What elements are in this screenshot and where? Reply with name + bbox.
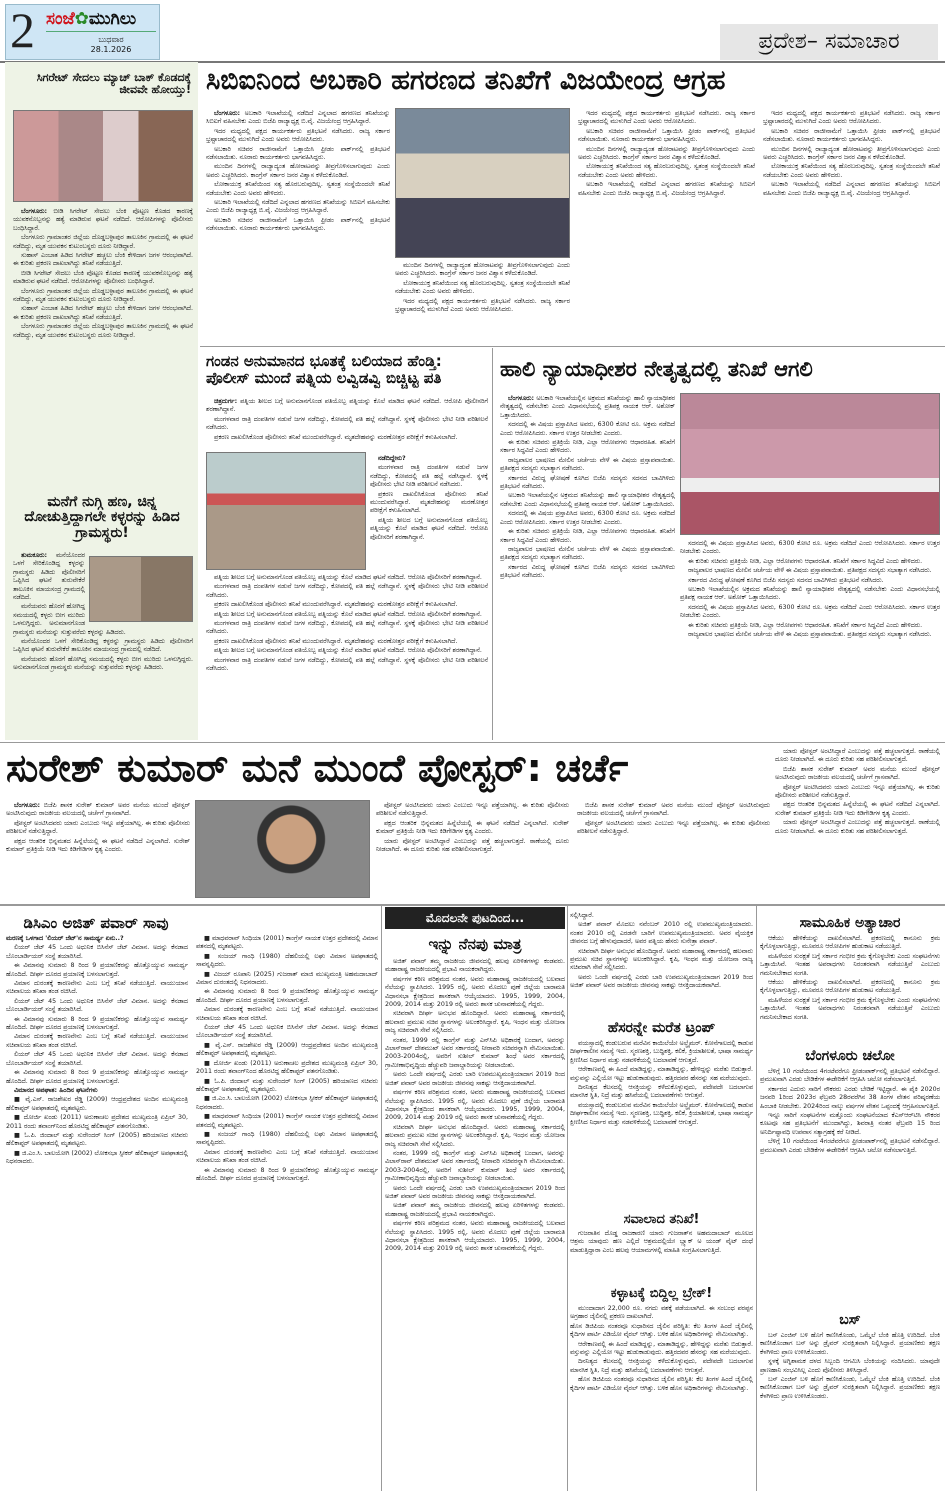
list-item: ■ ಓ.ಪಿ. ಜಿಂದಾಲ್ ಮತ್ತು ಸುರೇಂದರ್ ಸಿಂಗ್ (2005) ಹರಿಯಾಣದ ಸಚಿವರು ಹೆಲಿಕಾಪ್ಟರ್ ಅಪಘಾತದಲ್ಲಿ ಮೃತಪಟ್ಟರು. xyxy=(196,1077,378,1093)
list-item: ■ ವೈ.ಎಸ್. ರಾಜಶೇಖರ ರೆಡ್ಡಿ (2009) ಆಂಧ್ರಪ್ರದೇಶದ ಅಂದಿನ ಮುಖ್ಯಮಂತ್ರಿ ಹೆಲಿಕಾಪ್ಟರ್ ಅಪಘಾತದಲ್ಲಿ ಮೃತಪಟ್ಟರು. xyxy=(6,1096,188,1112)
paragraph: ಅಬಕಾರಿ ಇಲಾಖೆಯಲ್ಲಿ ನಡೆದಿದೆ ಎನ್ನಲಾದ ಹಗರಣದ ತನಿಖೆಯನ್ನು ಸಿಬಿಐಗೆ ವಹಿಸಬೇಕು ಎಂದು ಬಿಜೆಪಿ ರಾಜ್ಯಾಧ್ಯಕ್ಷ ಬಿ.ವೈ. ವಿಜಯೇಂದ್ರ ಆಗ್ರಹಿಸಿದ್ದಾರೆ. xyxy=(763,181,940,197)
assembly-photo xyxy=(680,393,940,535)
lead-headline: ಸಿಬಿಐನಿಂದ ಅಬಕಾರಿ ಹಗರಣದ ತನಿಖೆಗೆ ವಿಜಯೇಂದ್ರ ಆಗ್ರಹ xyxy=(206,65,726,96)
paragraph: ರಾಜ್ಯಪಾಲರ ಭಾಷಣದ ಮೇಲಿನ ಚರ್ಚೆಯ ವೇಳೆ ಈ ವಿಷಯ ಪ್ರಸ್ತಾಪವಾಯಿತು. ಪ್ರತಿಪಕ್ಷದ ಸದಸ್ಯರು ಸಭಾತ್ಯಾಗ ನಡೆಸಿದರು. xyxy=(500,545,675,562)
paragraph: ಪ್ರಕರಣ ದಾಖಲಿಸಿಕೊಂಡ ಪೊಲೀಸರು ತನಿಖೆ ಮುಂದುವರೆಸಿದ್ದಾರೆ. ಮೃತದೇಹವನ್ನು ಮರಣೋತ್ತರ ಪರೀಕ್ಷೆಗೆ ಕಳುಹಿಸಲಾಗಿದೆ. xyxy=(370,490,488,515)
probe-body xyxy=(570,1230,753,1282)
suresh-side-col xyxy=(775,748,940,900)
paragraph: ಅವರು ಒಂದೇ ವರ್ಷದಲ್ಲಿ ಎರಡು ಬಾರಿ ಉಪಮುಖ್ಯಮಂತ್ರಿಯಾದಾಗ 2019 ರಿಂದ ಅಜಿತ್ ಪವಾರ್ ಅವರ ರಾಜಕೀಯ ಜೀವನವು ಸಾಕಷ್ಟು ಆಸಕ್ತಿದಾಯಕವಾಗಿದೆ. xyxy=(570,973,753,990)
paragraph: ಬೀಡಿ ಸಿಗರೇಟ್ ಸೇದಲು ಬೆಂಕಿ ಪೊಟ್ಟಣ ಕೊಡದ ಕಾರಣಕ್ಕೆ ಯುವಕನೊಬ್ಬನನ್ನು ಹತ್ಯೆ ಮಾಡಿರುವ ಘಟನೆ ನಡೆದಿದೆ. ಆರೋಪಿಗಳನ್ನು ಪೊಲೀಸರು ಬಂಧಿಸಿದ್ದಾರೆ. xyxy=(13,208,193,232)
paragraph: ಅಬಕಾರಿ ಸಚಿವರ ರಾಜೀನಾಮೆಗೆ ಒತ್ತಾಯಿಸಿ ಫ್ರೀಡಂ ಪಾರ್ಕ್‌ನಲ್ಲಿ ಪ್ರತಿಭಟನೆ ನಡೆಸಲಾಯಿತು. ನೂರಾರು ಕಾರ್ಯಕರ್ತರು ಭಾಗವಹಿಸಿದ್ದರು. xyxy=(206,216,390,233)
paragraph: ಆರೇಕಾಣವಲ್ಲಿ ಈ ಹಿಂದೆ ಮಾಡಿದ್ದನ್ನು, ಮಾತಾಡಿದ್ದನ್ನು, ಹೇಳಿದ್ದನ್ನು ಮರೆತು ಬಿಡುತ್ತಾರೆ. ವಸ್ತುವನ್ನು ಎಲ್ಲಿಯೋ ಇಟ್ಟು ಹುಡುಕಾಡುವುದು. ಹತ್ತಿರದವರ ಹೆಸರನ್ನು ಸಹ ಮರೆಯುವುದು. xyxy=(570,1340,753,1357)
memory-headline: ಇನ್ನು ನೆನಪು ಮಾತ್ರ xyxy=(428,935,522,953)
paragraph: ಮಹಿಳೆಯರ ಸುರಕ್ಷತೆ ಬಗ್ಗೆ ಸರ್ಕಾರ ಗಂಭೀರ ಕ್ರಮ ಕೈಗೊಳ್ಳಬೇಕು ಎಂದು ಸಂಘಟನೆಗಳು ಒತ್ತಾಯಿಸಿವೆ. ಇಂತಹ ಅಪರಾಧಗಳು ನಿರಂತರವಾಗಿ ನಡೆಯುತ್ತಿವೆ ಎಂಬುದು ಗಮನಿಸಬೇಕಾದ ಸಂಗತಿ. xyxy=(760,996,940,1021)
paragraph: ಅಜಿತ್ ಪವಾರ್ ಮೊದಲು ನವೆಂಬರ್ 2010 ರಲ್ಲಿ ಉಪಮುಖ್ಯಮಂತ್ರಿಯಾದರು. ನಂತರ 2010 ರಲ್ಲಿ ಎರಡನೇ ಬಾರಿಗೆ ಉಪಮುಖ್ಯಮಂತ್ರಿಯಾದರು. ಅವರ ವೈಯಕ್ತಿಕ ಜೀವನದ ಬಗ್ಗೆ ಹೇಳುವುದಾದರೆ, ಅವರ ಪತ್ನಿಯ ಹೆಸರು ಸುನೇತ್ರಾ ಪವಾರ್. xyxy=(570,921,753,946)
list-item: ■ ಮಾಧವರಾವ್ ಸಿಂಧಿಯಾ (2001) ಕಾಂಗ್ರೆಸ್ ನಾಯಕ ಉತ್ತರ ಪ್ರದೇಶದಲ್ಲಿ ವಿಮಾನ ಪತನದಲ್ಲಿ ಮೃತಪಟ್ಟರು. xyxy=(196,1113,378,1129)
paragraph: ಈ ವಿಮಾನವು ಸುಮಾರು 8 ರಿಂದ 9 ಪ್ರಯಾಣಿಕರನ್ನು ಹೊತ್ತೊಯ್ಯುವ ಸಾಮರ್ಥ್ಯ ಹೊಂದಿದೆ. ದೀರ್ಘ ದೂರದ ಪ್ರಯಾಣಕ್ಕೆ ಬಳಸಲಾಗುತ್ತದೆ. xyxy=(6,962,188,978)
kicker: ಮರಣಕ್ಕೆ ಒಳಗಾದ 'ಲಿಯರ್ ಜೆಟ್'ನ ಸಾಮರ್ಥ್ಯ ಏನು..? xyxy=(6,935,124,942)
ajit-body xyxy=(6,935,378,1485)
section-title: ಪ್ರದೇಶ– ಸಮಾಚಾರ xyxy=(720,24,938,60)
paragraph: ಅಬಕಾರಿ ಸಚಿವರ ರಾಜೀನಾಮೆಗೆ ಒತ್ತಾಯಿಸಿ ಫ್ರೀಡಂ ಪಾರ್ಕ್‌ನಲ್ಲಿ ಪ್ರತಿಭಟನೆ ನಡೆಸಲಾಯಿತು. ನೂರಾರು ಕಾರ್ಯಕರ್ತರು ಭಾಗವಹಿಸಿದ್ದರು. xyxy=(578,127,755,144)
suresh-kumar-photo xyxy=(195,800,370,898)
list-item: ■ ಸಂಜಯ್ ಗಾಂಧಿ (1980) ದೆಹಲಿಯಲ್ಲಿ ಲಘು ವಿಮಾನ ಅಪಘಾತದಲ್ಲಿ ಸಾವನ್ನಪ್ಪಿದರು. xyxy=(196,952,378,969)
paragraph: ಲಿಯರ್ ಜೆಟ್ 45 ಒಂದು ಅಧುನಿಕ ಬಿಸಿನೆಸ್ ಜೆಟ್ ವಿಮಾನ. ಅದನ್ನು ಕೆನಡಾದ ಬೊಂಬಾರ್ಡಿಯರ್ ಸಂಸ್ಥೆ ತಯಾರಿಸಿದೆ. xyxy=(6,944,188,960)
paragraph: ಅಬಕಾರಿ ಇಲಾಖೆಯಲ್ಲಿ ನಡೆದಿದೆ ಎನ್ನಲಾದ ಹಗರಣದ ತನಿಖೆಯನ್ನು ಸಿಬಿಐಗೆ ವಹಿಸಬೇಕು ಎಂದು ಬಿಜೆಪಿ ರಾಜ್ಯಾಧ್ಯಕ್ಷ ಬಿ.ವೈ. ವಿಜಯೇಂದ್ರ ಆಗ್ರಹಿಸಿದ್ದಾರೆ. xyxy=(206,199,390,215)
paragraph: ಪತ್ನಿಯ ಶೀಲದ ಬಗ್ಗೆ ಅನುಮಾನಗೊಂಡ ಪತಿಯೊಬ್ಬ ಪತ್ನಿಯನ್ನು ಕೊಲೆ ಮಾಡಿದ ಘಟನೆ ನಡೆದಿದೆ. ಆರೋಪಿ ಪೊಲೀಸರಿಗೆ ಶರಣಾಗಿದ್ದಾನೆ. xyxy=(206,398,488,414)
paragraph: ಈ ಕುರಿತು ಸಚಿವರು ಪ್ರತಿಕ್ರಿಯೆ ನೀಡಿ, ಎಲ್ಲಾ ಆರೋಪಗಳು ಆಧಾರರಹಿತ. ತನಿಖೆಗೆ ಸರ್ಕಾರ ಸಿದ್ಧವಿದೆ ಎಂದು ಹೇಳಿದರು. xyxy=(688,621,923,629)
memory-body xyxy=(385,958,565,1488)
paragraph: ಗುಜರಾತಿನ ದೊಡ್ಡ ರಾಜಕಾರಣಿ ಯಾರು ಗುಜರಾತ್‌ನ ಅಹಮದಾಬಾದ್ ಮೂಲದ ಆಶ್ರಮ ಯಾವುದು ಹಣ ಎಲ್ಲಿದೆ ಆಶ್ರಮದಲ್ಲಿಯೇ ಬ್ಲ್ಯಾಕ್ ಅ ಯಂಡ್ ವೈಟ್ ದಂಧೆ ಮಾಡುತ್ತಿದ್ದಾರಾ ಎಂಬ ಹಲವು ಆಯಾಮಗಳಲ್ಲಿ ಮಾಹಿತಿ ಸಂಗ್ರಹಿಸಲಾಗುತ್ತಿದೆ. xyxy=(570,1230,753,1254)
list-item: ■ ಓ.ಪಿ. ಜಿಂದಾಲ್ ಮತ್ತು ಸುರೇಂದರ್ ಸಿಂಗ್ (2005) ಹರಿಯಾಣದ ಸಚಿವರು ಹೆಲಿಕಾಪ್ಟರ್ ಅಪಘಾತದಲ್ಲಿ ಮೃತಪಟ್ಟರು. xyxy=(6,1131,188,1148)
paragraph: ಅಬಕಾರಿ ಸಚಿವರ ರಾಜೀನಾಮೆಗೆ ಒತ್ತಾಯಿಸಿ ಫ್ರೀಡಂ ಪಾರ್ಕ್‌ನಲ್ಲಿ ಪ್ರತಿಭಟನೆ ನಡೆಸಲಾಯಿತು. ನೂರಾರು ಕಾರ್ಯಕರ್ತರು ಭಾಗವಹಿಸಿದ್ದರು. xyxy=(206,145,390,162)
paragraph: ಪತ್ನಿಯ ಶೀಲದ ಬಗ್ಗೆ ಅನುಮಾನಗೊಂಡ ಪತಿಯೊಬ್ಬ ಪತ್ನಿಯನ್ನು ಕೊಲೆ ಮಾಡಿದ ಘಟನೆ ನಡೆದಿದೆ. ಆರೋಪಿ ಪೊಲೀಸರಿಗೆ ಶರಣಾಗಿದ್ದಾನೆ. xyxy=(370,516,488,541)
paragraph: ಹೊಸ ಡಿಜಿಪಿಯ ನಂತರವೂ ಸುಧಾರಿಸದ ಜೈಲಿನ ಪರಿಸ್ಥಿತಿ: ಕೆಲ ತಿಂಗಳ ಹಿಂದೆ ಜೈಲಿನಲ್ಲಿ ಕೈದಿಗಳ ಪಾರ್ಟಿ ವಿಡಿಯೋ ವೈರಲ್ ಆಗಿತ್ತು. ಬಳಿಕ ಹೊಸ ಅಧಿಕಾರಿಗಳನ್ನು ನೇಮಿಸಲಾಗಿತ್ತು. xyxy=(570,1376,753,1392)
paragraph: ರಾಜ್ಯಪಾಲರ ಭಾಷಣದ ಮೇಲಿನ ಚರ್ಚೆಯ ವೇಳೆ ಈ ವಿಷಯ ಪ್ರಸ್ತಾಪವಾಯಿತು. ಪ್ರತಿಪಕ್ಷದ ಸದಸ್ಯರು ಸಭಾತ್ಯಾಗ ನಡೆಸಿದರು. xyxy=(500,456,675,473)
paragraph: ಬೆಂಗಳೂರು ಗ್ರಾಮಾಂತರ ಜಿಲ್ಲೆಯ ದೊಡ್ಡಬಳ್ಳಾಪುರ ತಾಲೂಕಿನ ಗ್ರಾಮದಲ್ಲಿ ಈ ಘಟನೆ ನಡೆದಿದ್ದು, ಮೃತ ಯುವಕನ ಕುಟುಂಬಸ್ಥರು ದೂರು ನೀಡಿದ್ದಾರೆ. xyxy=(13,287,193,304)
paragraph: ನಂತರ, 1999 ರಲ್ಲಿ ಕಾಂಗ್ರೆಸ್ ಮತ್ತು ಎನ್‌ಸಿಪಿ ಅಧಿಕಾರಕ್ಕೆ ಬಂದಾಗ, ಅವರನ್ನು ವಿಲಾಸ್‌ರಾವ್ ದೇಶಮುಖ್ ಅವರ ಸರ್ಕಾರದಲ್ಲಿ ನೀರಾವರಿ ಸಚಿವರನ್ನಾಗಿ ನೇಮಿಸಲಾಯಿತು. 2003-2004ರಲ್ಲಿ, ಅವರಿಗೆ ಸುಶೀಲ್ ಕುಮಾರ್ ಶಿಂಧೆ ಅವರ ಸರ್ಕಾರದಲ್ಲಿ ಗ್ರಾಮೀಣಾಭಿವೃದ್ಧಿಯ ಹೆಚ್ಚುವರಿ ಜವಾಬ್ದಾರಿಯನ್ನು ನೀಡಲಾಯಿತು. xyxy=(385,1036,565,1069)
list-item: ■ ವೈ.ಎಸ್. ರಾಜಶೇಖರ ರೆಡ್ಡಿ (2009) ಆಂಧ್ರಪ್ರದೇಶದ ಅಂದಿನ ಮುಖ್ಯಮಂತ್ರಿ ಹೆಲಿಕಾಪ್ಟರ್ ಅಪಘಾತದಲ್ಲಿ ಮೃತಪಟ್ಟರು. xyxy=(196,1041,378,1058)
paragraph: ಅಬಕಾರಿ ಇಲಾಖೆಯಲ್ಲಿನ ಅಕ್ರಮದ ತನಿಖೆಯನ್ನು ಹಾಲಿ ನ್ಯಾಯಾಧೀಶರ ನೇತೃತ್ವದಲ್ಲಿ ನಡೆಸಬೇಕು ಎಂದು ವಿಧಾನಸಭೆಯಲ್ಲಿ ಪ್ರತಿಪಕ್ಷ ನಾಯಕ ಆರ್. ಅಶೋಕ್ ಒತ್ತಾಯಿಸಿದರು. xyxy=(500,492,675,508)
paragraph: ಪಕ್ಷದ ಆಂತರಿಕ ಭಿನ್ನಮತದ ಹಿನ್ನೆಲೆಯಲ್ಲಿ ಈ ಘಟನೆ ನಡೆದಿದೆ ಎನ್ನಲಾಗಿದೆ. ಸುರೇಶ್ ಕುಮಾರ್ ಪ್ರತಿಕ್ರಿಯೆ ನೀಡಿ ಇದು ಕಿಡಿಗೇಡಿಗಳ ಕೃತ್ಯ ಎಂದರು. xyxy=(376,819,569,836)
suresh-body-col2 xyxy=(376,802,770,898)
paragraph: ಈ ಕುರಿತು ಸಚಿವರು ಪ್ರತಿಕ್ರಿಯೆ ನೀಡಿ, ಎಲ್ಲಾ ಆರೋಪಗಳು ಆಧಾರರಹಿತ. ತನಿಖೆಗೆ ಸರ್ಕಾರ ಸಿದ್ಧವಿದೆ ಎಂದು ಹೇಳಿದರು. xyxy=(688,557,923,565)
paragraph: ಪಕ್ಷದ ಆಂತರಿಕ ಭಿನ್ನಮತದ ಹಿನ್ನೆಲೆಯಲ್ಲಿ ಈ ಘಟನೆ ನಡೆದಿದೆ ಎನ್ನಲಾಗಿದೆ. ಸುರೇಶ್ ಕುಮಾರ್ ಪ್ರತಿಕ್ರಿಯೆ ನೀಡಿ ಇದು ಕಿಡಿಗೇಡಿಗಳ ಕೃತ್ಯ ಎಂದರು. xyxy=(6,837,190,854)
wife-story-body xyxy=(206,574,488,738)
paragraph: ಮಂಗಳವಾರ ರಾತ್ರಿ ದಂಪತಿಗಳ ನಡುವೆ ಜಗಳ ನಡೆದಿದ್ದು, ಕೋಪದಲ್ಲಿ ಪತಿ ಹಲ್ಲೆ ನಡೆಸಿದ್ದಾನೆ. ಸ್ಥಳಕ್ಕೆ ಪೊಲೀಸರು ಭೇಟಿ ನೀಡಿ ಪರಿಶೀಲನೆ ನಡೆಸಿದರು. xyxy=(206,583,488,599)
paragraph: ಸುಹಾಸ್ ಎಂಬಾತ ಹಿಡಿದ ಸಿಗರೇಟ್ ಹಚ್ಚಲು ಬೆಂಕಿ ಕೇಳಿದಾಗ ಜಗಳ ಆರಂಭವಾಗಿದೆ. ಈ ಕುರಿತು ಪ್ರಕರಣ ದಾಖಲಾಗಿದ್ದು ತನಿಖೆ ನಡೆಯುತ್ತಿದೆ. xyxy=(13,305,193,321)
paragraph: ಮನೆಯೊಂದರ ಒಳಗೆ ಸೇರಿಕೊಂಡಿದ್ದ ಕಳ್ಳರನ್ನು ಗ್ರಾಮಸ್ಥರು ಹಿಡಿದು ಪೊಲೀಸರಿಗೆ ಒಪ್ಪಿಸಿದ ಘಟನೆ ತುರುವೇಕೆರೆ ತಾಲೂಕಿನ ಮಾಯಸಂದ್ರ ಗ್ರಾಮದಲ್ಲಿ ನಡೆದಿದೆ. xyxy=(13,638,193,654)
paragraph: ಇದರ ಮಧ್ಯದಲ್ಲಿ ಪಕ್ಷದ ಕಾರ್ಯಕರ್ತರು ಪ್ರತಿಭಟನೆ ನಡೆಸಿದರು. ರಾಜ್ಯ ಸರ್ಕಾರ ಭ್ರಷ್ಟಾಚಾರದಲ್ಲಿ ಮುಳುಗಿದೆ ಎಂದು ಅವರು ಆರೋಪಿಸಿದರು. xyxy=(578,110,755,126)
continued-banner: ಮೊದಲನೇ ಪುಟದಿಂದ... xyxy=(385,907,565,929)
paragraph: ಈ ಕುರಿತು ಸಚಿವರು ಪ್ರತಿಕ್ರಿಯೆ ನೀಡಿ, ಎಲ್ಲಾ ಆರೋಪಗಳು ಆಧಾರರಹಿತ. ತನಿಖೆಗೆ ಸರ್ಕಾರ ಸಿದ್ಧವಿದೆ ಎಂದು ಹೇಳಿದರು. xyxy=(500,439,675,455)
paragraph: ಈ ಕುರಿತು ಸಚಿವರು ಪ್ರತಿಕ್ರಿಯೆ ನೀಡಿ, ಎಲ್ಲಾ ಆರೋಪಗಳು ಆಧಾರರಹಿತ. ತನಿಖೆಗೆ ಸರ್ಕಾರ ಸಿದ್ಧವಿದೆ ಎಂದು ಹೇಳಿದರು. xyxy=(500,528,675,544)
list-item: ■ ದೋರ್ಜಿ ಖಂಡು (2011) ಅರುಣಾಚಲ ಪ್ರದೇಶದ ಮುಖ್ಯಮಂತ್ರಿ ಏಪ್ರಿಲ್ 30, 2011 ರಂದು ತವಾಂಗ್‌ನಿಂದ ಹೊರಟಿದ್ದ ಹೆಲಿಕಾಪ್ಟರ್ ಪತನಗೊಂಡಿತು. xyxy=(196,1059,378,1076)
paragraph: ಪ್ರಕರಣ ದಾಖಲಿಸಿಕೊಂಡ ಪೊಲೀಸರು ತನಿಖೆ ಮುಂದುವರೆಸಿದ್ದಾರೆ. ಮೃತದೇಹವನ್ನು ಮರಣೋತ್ತರ ಪರೀಕ್ಷೆಗೆ ಕಳುಹಿಸಲಾಗಿದೆ. xyxy=(214,601,458,609)
sidebar xyxy=(5,62,198,740)
paragraph: ಮುಂದಾದಾಗ 22,000 ರೂ. ನಗದು ವಶಕ್ಕೆ ಪಡೆಯಲಾಗಿದೆ. ಈ ಸಂಬಂಧ ಪರಪ್ಪನ ಅಗ್ರಹಾರ ಜೈಲಿನಲ್ಲಿ ಪ್ರಕರಣ ದಾಖಲಾಗಿದೆ. xyxy=(570,1305,753,1321)
paragraph: ಲೋಕಾಯುಕ್ತ ತನಿಖೆಯಿಂದ ಸತ್ಯ ಹೊರಬರುವುದಿಲ್ಲ. ಸ್ವತಂತ್ರ ಸಂಸ್ಥೆಯಿಂದಲೇ ತನಿಖೆ ನಡೆಯಬೇಕು ಎಂದು ಅವರು ಹೇಳಿದರು. xyxy=(395,279,570,296)
chalo-headline: ಬೆಂಗಳೂರು ಚಲೋ xyxy=(805,1048,895,1064)
paragraph: ನಂತರ, 1999 ರಲ್ಲಿ ಕಾಂಗ್ರೆಸ್ ಮತ್ತು ಎನ್‌ಸಿಪಿ ಅಧಿಕಾರಕ್ಕೆ ಬಂದಾಗ, ಅವರನ್ನು ವಿಲಾಸ್‌ರಾವ್ ದೇಶಮುಖ್ ಅವರ ಸರ್ಕಾರದಲ್ಲಿ ನೀರಾವರಿ ಸಚಿವರನ್ನಾಗಿ ನೇಮಿಸಲಾಯಿತು. 2003-2004ರಲ್ಲಿ, ಅವರಿಗೆ ಸುಶೀಲ್ ಕುಮಾರ್ ಶಿಂಧೆ ಅವರ ಸರ್ಕಾರದಲ್ಲಿ ಗ್ರಾಮೀಣಾಭಿವೃದ್ಧಿಯ ಹೆಚ್ಚುವರಿ ಜವಾಬ್ದಾರಿಯನ್ನು ನೀಡಲಾಯಿತು. xyxy=(385,1149,565,1183)
paragraph: ಮಂಗಳವಾರ ರಾತ್ರಿ ದಂಪತಿಗಳ ನಡುವೆ ಜಗಳ ನಡೆದಿದ್ದು, ಕೋಪದಲ್ಲಿ ಪತಿ ಹಲ್ಲೆ ನಡೆಸಿದ್ದಾನೆ. ಸ್ಥಳಕ್ಕೆ ಪೊಲೀಸರು ಭೇಟಿ ನೀಡಿ ಪರಿಶೀಲನೆ ನಡೆಸಿದರು. xyxy=(370,464,488,489)
subheading: ವಿಮಾನದ ಅಪಘಾತ: ಹಿಂದಿನ ಘಟನೆಗಳು xyxy=(14,1086,98,1094)
thieves-photo xyxy=(89,556,193,622)
suresh-headline: ಸುರೇಶ್ ಕುಮಾರ್ ಮನೆ ಮುಂದೆ ಪೋಸ್ಟರ್: ಚರ್ಚೆ xyxy=(6,746,629,790)
wife-story-headline: ಗಂಡನ ಅನುಮಾನದ ಭೂತಕ್ಕೆ ಬಲಿಯಾದ ಹೆಂಡ್ತಿ: ಪೊಲೀಸ್ ಮುಂದೆ ಪತ್ನಿಯ ಲವ್ವಿಡವ್ವಿ ಬಿಚ್ಚಿಟ್ಟ ಪತಿ xyxy=(206,352,442,387)
paragraph: ಇದರ ಮಧ್ಯದಲ್ಲಿ ಪಕ್ಷದ ಕಾರ್ಯಕರ್ತರು ಪ್ರತಿಭಟನೆ ನಡೆಸಿದರು. ರಾಜ್ಯ ಸರ್ಕಾರ ಭ್ರಷ್ಟಾಚಾರದಲ್ಲಿ ಮುಳುಗಿದೆ ಎಂದು ಅವರು ಆರೋಪಿಸಿದರು. xyxy=(206,127,390,144)
paragraph: ಸದನದಲ್ಲಿ ಈ ವಿಷಯ ಪ್ರಸ್ತಾಪಿಸಿದ ಅವರು, 6300 ಕೋಟಿ ರೂ. ಅಕ್ರಮ ನಡೆದಿದೆ ಎಂದು ಆರೋಪಿಸಿದರು. ಸರ್ಕಾರ ಉತ್ತರ ನೀಡಬೇಕು ಎಂದರು. xyxy=(680,603,940,620)
trump-body xyxy=(570,1040,753,1210)
lead-body-col3 xyxy=(578,110,940,342)
logo-part1: ಸಂಜೆ xyxy=(46,9,75,29)
paragraph: ಸರ್ಕಾರದ ವಿರುದ್ಧ ಘೋಷಣೆ ಕೂಗಿದ ಬಿಜೆಪಿ ಸದಸ್ಯರು ಸದನದ ಬಾವಿಗಿಳಿದು ಪ್ರತಿಭಟನೆ ನಡೆಸಿದರು. xyxy=(688,576,884,584)
trump-headline: ಹೆಸರನ್ನೇ ಮರೆತ ಟ್ರಂಪ್ xyxy=(607,1020,716,1036)
judge-story-col2 xyxy=(680,540,940,740)
brake-headline: ಕಳ್ಳಾಟಕ್ಕೆ ಬಿದ್ದಿಲ್ಲ ಬ್ರೇಕ್! xyxy=(610,1286,713,1301)
lead-body-col2 xyxy=(395,262,570,342)
paragraph: ಈ ವಿಮಾನವು ಸುಮಾರು 8 ರಿಂದ 9 ಪ್ರಯಾಣಿಕರನ್ನು ಹೊತ್ತೊಯ್ಯುವ ಸಾಮರ್ಥ್ಯ ಹೊಂದಿದೆ. ದೀರ್ಘ ದೂರದ ಪ್ರಯಾಣಕ್ಕೆ ಬಳಸಲಾಗುತ್ತದೆ. xyxy=(6,1015,188,1032)
palm-icon: ✿ xyxy=(74,9,89,29)
paragraph: ಯಾರು ಪೋಸ್ಟರ್ ಅಂಟಿಸಿದ್ದಾರೆ ಎಂಬುದನ್ನು ಪತ್ತೆ ಹಚ್ಚಲಾಗುತ್ತದೆ. ಠಾಣೆಯಲ್ಲಿ ದೂರು ನೀಡಲಾಗಿದೆ. ಈ ದೂರು ಕುರಿತು ಸಹ ಪರಿಶೀಲಿಸಲಾಗುತ್ತದೆ. xyxy=(376,837,569,854)
paragraph: ಮಂಗಳವಾರ ರಾತ್ರಿ ದಂಪತಿಗಳ ನಡುವೆ ಜಗಳ ನಡೆದಿದ್ದು, ಕೋಪದಲ್ಲಿ ಪತಿ ಹಲ್ಲೆ ನಡೆಸಿದ್ದಾನೆ. ಸ್ಥಳಕ್ಕೆ ಪೊಲೀಸರು ಭೇಟಿ ನೀಡಿ ಪರಿಶೀಲನೆ ನಡೆಸಿದರು. xyxy=(206,620,488,636)
paragraph: ಆಕೆಯು ಹೇಳಿಕೆಯನ್ನು ದಾಖಲಿಸಲಾಗಿದೆ. ಪ್ರಕರಣದಲ್ಲಿ ಕಾನೂನು ಕ್ರಮ ಕೈಗೊಳ್ಳಲಾಗುತ್ತಿದ್ದು, ಮೂವರೂ ಆರೋಪಿಗಳ ಹುಡುಕಾಟ ನಡೆಯುತ್ತಿದೆ. xyxy=(760,979,940,995)
paragraph: ವಯಸ್ಸಾದಲ್ಲಿ ಕಂಡುಬರುವ ಮರೆವಿನ ಕಾಯಿಲೆಯೇ ಅಲ್ಜೈಮರ್. ಕೋನೆಗಾಲದಲ್ಲಿ ಕಾಡುವ ದೀರ್ಘಕಾಲೀನ ಸಮಸ್ಯೆ ಇದು. ಸ್ಮರಣಶಕ್ತಿ, ಬುದ್ಧಿಶಕ್ತಿ, ಕಲಿಕೆ, ಕ್ರಿಯಾಶೀಲತೆ, ಭಾಷಾ ಸಾಮರ್ಥ್ಯ ಕ್ಷೀಣಿಸಿದ ನಿರ್ಧಾರ ಮತ್ತು ನಡವಳಿಕೆಯಲ್ಲಿ ಬದಲಾವಣೆ ಆಗುತ್ತದೆ. xyxy=(570,1101,753,1126)
paragraph: ಬಿಜೆಪಿ ಶಾಸಕ ಸುರೇಶ್ ಕುಮಾರ್ ಅವರ ಮನೆಯ ಮುಂದೆ ಪೋಸ್ಟರ್ ಅಂಟಿಸಿರುವುದು ರಾಜಕೀಯ ವಲಯದಲ್ಲಿ ಚರ್ಚೆಗೆ ಗ್ರಾಸವಾಗಿದೆ. xyxy=(6,802,190,818)
paragraph: ಯಾರು ಪೋಸ್ಟರ್ ಅಂಟಿಸಿದ್ದಾರೆ ಎಂಬುದನ್ನು ಪತ್ತೆ ಹಚ್ಚಲಾಗುತ್ತದೆ. ಠಾಣೆಯಲ್ಲಿ ದೂರು ನೀಡಲಾಗಿದೆ. ಈ ದೂರು ಕುರಿತು ಸಹ ಪರಿಶೀಲಿಸಲಾಗುತ್ತದೆ. xyxy=(775,748,940,764)
paragraph: ಈ ವಿಮಾನವು ಸುಮಾರು 8 ರಿಂದ 9 ಪ್ರಯಾಣಿಕರನ್ನು ಹೊತ್ತೊಯ್ಯುವ ಸಾಮರ್ಥ್ಯ ಹೊಂದಿದೆ. ದೀರ್ಘ ದೂರದ ಪ್ರಯಾಣಕ್ಕೆ ಬಳಸಲಾಗುತ್ತದೆ. xyxy=(196,988,378,1004)
paragraph: ದಿನನಿತ್ಯದ ಕೆಲಸದಲ್ಲಿ ಆಸಕ್ತಿಯನ್ನು ಕಳೆದುಕೊಳ್ಳುವುದು, ಪದೇಪದೇ ಬದಲಾಗುವ ಮಾನಸಿಕ ಸ್ಥಿತಿ, ನಿದ್ರೆ ಮತ್ತು ಹಸಿವೆಯಲ್ಲಿ ಬದಲಾವಣೆಗಳು ಆಗುತ್ತವೆ. xyxy=(570,1358,753,1374)
paragraph: ಅಬಕಾರಿ ಇಲಾಖೆಯಲ್ಲಿ ನಡೆದಿದೆ ಎನ್ನಲಾದ ಹಗರಣದ ತನಿಖೆಯನ್ನು ಸಿಬಿಐಗೆ ವಹಿಸಬೇಕು ಎಂದು ಬಿಜೆಪಿ ರಾಜ್ಯಾಧ್ಯಕ್ಷ ಬಿ.ವೈ. ವಿಜಯೇಂದ್ರ ಆಗ್ರಹಿಸಿದ್ದಾರೆ. xyxy=(206,110,390,126)
date-label: 28.1.2026 xyxy=(90,45,132,54)
paragraph: ಲಿಯರ್ ಜೆಟ್ 45 ಒಂದು ಅಧುನಿಕ ಬಿಸಿನೆಸ್ ಜೆಟ್ ವಿಮಾನ. ಅದನ್ನು ಕೆನಡಾದ ಬೊಂಬಾರ್ಡಿಯರ್ ಸಂಸ್ಥೆ ತಯಾರಿಸಿದೆ. xyxy=(6,997,188,1014)
paragraph: ಪ್ರಕರಣ ದಾಖಲಿಸಿಕೊಂಡ ಪೊಲೀಸರು ತನಿಖೆ ಮುಂದುವರೆಸಿದ್ದಾರೆ. ಮೃತದೇಹವನ್ನು ಮರಣೋತ್ತರ ಪರೀಕ್ಷೆಗೆ ಕಳುಹಿಸಲಾಗಿದೆ. xyxy=(214,637,458,645)
paragraph: ಸಚಿವರಾಗಿ ದೀರ್ಘ ಅನುಭವ ಹೊಂದಿದ್ದಾರೆ. ಅವರು ಮಹಾರಾಷ್ಟ್ರ ಸರ್ಕಾರದಲ್ಲಿ ಹಲವಾರು ಪ್ರಮುಖ ಸಚಿವ ಸ್ಥಾನಗಳನ್ನು ಅಲಂಕರಿಸಿದ್ದಾರೆ. ಕೃಷಿ, ಇಂಧನ ಮತ್ತು ಯೋಜನಾ ರಾಜ್ಯ ಸಚಿವರಾಗಿ ಸೇವೆ ಸಲ್ಲಿಸಿದರು. xyxy=(385,1010,565,1035)
wife-story-box xyxy=(370,455,488,570)
page-number: 2 xyxy=(10,2,35,58)
paragraph: ರಾಜ್ಯಪಾಲರ ಭಾಷಣದ ಮೇಲಿನ ಚರ್ಚೆಯ ವೇಳೆ ಈ ವಿಷಯ ಪ್ರಸ್ತಾಪವಾಯಿತು. ಪ್ರತಿಪಕ್ಷದ ಸದಸ್ಯರು ಸಭಾತ್ಯಾಗ ನಡೆಸಿದರು. xyxy=(688,631,932,639)
paragraph: ಬಸ್ ಎಂಜಿನ್ ಬಳಿ ಹೊಗೆ ಕಾಣಿಸಿಕೊಂಡು, ಒಮ್ಮೆಲೆ ಬೆಂಕಿ ಹೊತ್ತಿ ಉರಿದಿದೆ. ಬೆಂಕಿ ಕಾಣಿಸಿಕೊಂಡಾಗ ಬಸ್ ಅನ್ನು ಡ್ರೈವರ್ ಸುರಕ್ಷಿತವಾಗಿ ನಿಲ್ಲಿಸಿದ್ದಾರೆ. ಪ್ರಯಾಣಿಕರು ತಕ್ಷಣ ಕೆಳಗಿಳಿದು ಪ್ರಾಣ ಉಳಿಸಿಕೊಂಡರು. xyxy=(760,1332,940,1356)
paragraph: ಸುಹಾಸ್ ಎಂಬಾತ ಹಿಡಿದ ಸಿಗರೇಟ್ ಹಚ್ಚಲು ಬೆಂಕಿ ಕೇಳಿದಾಗ ಜಗಳ ಆರಂಭವಾಗಿದೆ. ಈ ಕುರಿತು ಪ್ರಕರಣ ದಾಖಲಾಗಿದ್ದು ತನಿಖೆ ನಡೆಯುತ್ತಿದೆ. xyxy=(13,252,193,268)
paragraph: ಹೊಸ ಡಿಜಿಪಿಯ ನಂತರವೂ ಸುಧಾರಿಸದ ಜೈಲಿನ ಪರಿಸ್ಥಿತಿ: ಕೆಲ ತಿಂಗಳ ಹಿಂದೆ ಜೈಲಿನಲ್ಲಿ ಕೈದಿಗಳ ಪಾರ್ಟಿ ವಿಡಿಯೋ ವೈರಲ್ ಆಗಿತ್ತು. ಬಳಿಕ ಹೊಸ ಅಧಿಕಾರಿಗಳನ್ನು ನೇಮಿಸಲಾಗಿತ್ತು. xyxy=(570,1322,753,1339)
paragraph: ಮನೆಯವರು ಹೊರಗೆ ಹೋಗಿದ್ದ ಸಮಯದಲ್ಲಿ ಕಳ್ಳರು ಬೀಗ ಮುರಿದು ಒಳನುಗ್ಗಿದ್ದರು. ಅನುಮಾನಗೊಂಡ ಗ್ರಾಮಸ್ಥರು ಮನೆಯನ್ನು ಸುತ್ತುವರೆದು ಕಳ್ಳರನ್ನು ಹಿಡಿದರು. xyxy=(13,655,193,672)
atrocity-headline: ಸಾಮೂಹಿಕ ಅತ್ಯಾಚಾರ xyxy=(799,915,901,931)
masthead xyxy=(5,4,160,60)
paragraph: ಅಬಕಾರಿ ಇಲಾಖೆಯಲ್ಲಿ ನಡೆದಿದೆ ಎನ್ನಲಾದ ಹಗರಣದ ತನಿಖೆಯನ್ನು ಸಿಬಿಐಗೆ ವಹಿಸಬೇಕು ಎಂದು ಬಿಜೆಪಿ ರಾಜ್ಯಾಧ್ಯಕ್ಷ ಬಿ.ವೈ. ವಿಜಯೇಂದ್ರ ಆಗ್ರಹಿಸಿದ್ದಾರೆ. xyxy=(578,181,755,197)
probe-headline: ಸವಾಲಾದ ತನಿಖೆ! xyxy=(623,1212,700,1227)
paragraph: ಲೋಕಾಯುಕ್ತ ತನಿಖೆಯಿಂದ ಸತ್ಯ ಹೊರಬರುವುದಿಲ್ಲ. ಸ್ವತಂತ್ರ ಸಂಸ್ಥೆಯಿಂದಲೇ ತನಿಖೆ ನಡೆಯಬೇಕು ಎಂದು ಅವರು ಹೇಳಿದರು. xyxy=(578,163,755,179)
paragraph: ಅಜಿತ್ ಪವಾರ್ ತಮ್ಮ ರಾಜಕೀಯ ಜೀವನದಲ್ಲಿ ಹಲವು ಏರಿಳಿತಗಳನ್ನು ಕಂಡವರು. ಮಹಾರಾಷ್ಟ್ರ ರಾಜಕೀಯದಲ್ಲಿ ಪ್ರಭಾವಿ ನಾಯಕರಾಗಿದ್ದರು. xyxy=(385,1202,565,1218)
paragraph: ಅವರು ಒಂದೇ ವರ್ಷದಲ್ಲಿ ಎರಡು ಬಾರಿ ಉಪಮುಖ್ಯಮಂತ್ರಿಯಾದಾಗ 2019 ರಿಂದ ಅಜಿತ್ ಪವಾರ್ ಅವರ ರಾಜಕೀಯ ಜೀವನವು ಸಾಕಷ್ಟು ಆಸಕ್ತಿದಾಯಕವಾಗಿದೆ. xyxy=(385,1071,565,1087)
judge-story-headline: ಹಾಲಿ ನ್ಯಾಯಾಧೀಶರ ನೇತೃತ್ವದಲ್ಲಿ ತನಿಖೆ ಆಗಲಿ xyxy=(500,357,813,381)
paragraph: ಸ್ಥಳಕ್ಕೆ ಅಗ್ನಿಶಾಮಕ ದಳದ ಸಿಬ್ಬಂದಿ ಆಗಮಿಸಿ ಬೆಂಕಿಯನ್ನು ನಂದಿಸಿದರು. ಯಾವುದೇ ಪ್ರಾಣಹಾನಿ ಸಂಭವಿಸಿಲ್ಲ ಎಂದು ಪೊಲೀಸರು ತಿಳಿಸಿದ್ದಾರೆ. xyxy=(760,1358,940,1374)
paragraph: ಸಚಿವರಾಗಿ ದೀರ್ಘ ಅನುಭವ ಹೊಂದಿದ್ದಾರೆ. ಅವರು ಮಹಾರಾಷ್ಟ್ರ ಸರ್ಕಾರದಲ್ಲಿ ಹಲವಾರು ಪ್ರಮುಖ ಸಚಿವ ಸ್ಥಾನಗಳನ್ನು ಅಲಂಕರಿಸಿದ್ದಾರೆ. ಕೃಷಿ, ಇಂಧನ ಮತ್ತು ಯೋಜನಾ ರಾಜ್ಯ ಸಚಿವರಾಗಿ ಸೇವೆ ಸಲ್ಲಿಸಿದರು. xyxy=(385,1123,565,1148)
brake-body xyxy=(570,1305,753,1488)
paragraph: ಬೆಳಿಗ್ಗೆ 10 ಗಂಟೆಯಿಂದ 4ಗಂಟೆವರೆಗೂ ಫ್ರೀಡಂಪಾರ್ಕ್‌ನಲ್ಲಿ ಪ್ರತಿಭಟನೆ ನಡೆಸಲಿದ್ದಾರೆ. ಪ್ರಮುಖವಾಗಿ ಎರಡು ಬೇಡಿಕೆಗಳ ಈಡೇರಿಕೆಗೆ ಆಗ್ರಹಿಸಿ ಚಲೋ ನಡೆಸಲಾಗುತ್ತಿದೆ. xyxy=(760,1068,940,1084)
paragraph: ಪೋಸ್ಟರ್ ಅಂಟಿಸಿದವರು ಯಾರು ಎಂಬುದು ಇನ್ನೂ ಪತ್ತೆಯಾಗಿಲ್ಲ. ಈ ಕುರಿತು ಪೊಲೀಸರು ಪರಿಶೀಲನೆ ನಡೆಸುತ್ತಿದ್ದಾರೆ. xyxy=(775,783,940,800)
dateline: ಬೆಂಗಳೂರು: xyxy=(21,208,48,215)
paragraph: ವಿಮಾನ ದುರಂತಕ್ಕೆ ಕಾರಣವೇನು ಎಂಬ ಬಗ್ಗೆ ತನಿಖೆ ನಡೆಯುತ್ತಿದೆ. ವಾಯುಯಾನ ಸಚಿವಾಲಯ ತನಿಖಾ ತಂಡ ರಚಿಸಿದೆ. xyxy=(196,1006,378,1022)
suresh-body-col1 xyxy=(6,802,190,898)
paragraph: ವಿಮಾನ ದುರಂತಕ್ಕೆ ಕಾರಣವೇನು ಎಂಬ ಬಗ್ಗೆ ತನಿಖೆ ನಡೆಯುತ್ತಿದೆ. ವಾಯುಯಾನ ಸಚಿವಾಲಯ ತನಿಖಾ ತಂಡ ರಚಿಸಿದೆ. xyxy=(6,980,188,996)
ajit-headline: ಡಿಸಿಎಂ ಅಜಿತ್ ಪವಾರ್ ಸಾವು xyxy=(23,914,169,932)
paragraph: ಮನೆಯೊಂದರ ಒಳಗೆ ಸೇರಿಕೊಂಡಿದ್ದ ಕಳ್ಳರನ್ನು ಗ್ರಾಮಸ್ಥರು ಹಿಡಿದು ಪೊಲೀಸರಿಗೆ ಒಪ್ಪಿಸಿದ ಘಟನೆ ತುರುವೇಕೆರೆ ತಾಲೂಕಿನ ಮಾಯಸಂದ್ರ ಗ್ರಾಮದಲ್ಲಿ ನಡೆದಿದೆ. xyxy=(13,552,85,602)
paragraph: ಪೋಸ್ಟರ್ ಅಂಟಿಸಿದವರು ಯಾರು ಎಂಬುದು ಇನ್ನೂ ಪತ್ತೆಯಾಗಿಲ್ಲ. ಈ ಕುರಿತು ಪೊಲೀಸರು ಪರಿಶೀಲನೆ ನಡೆಸುತ್ತಿದ್ದಾರೆ. xyxy=(6,819,190,836)
paragraph: ಸದನದಲ್ಲಿ ಈ ವಿಷಯ ಪ್ರಸ್ತಾಪಿಸಿದ ಅವರು, 6300 ಕೋಟಿ ರೂ. ಅಕ್ರಮ ನಡೆದಿದೆ ಎಂದು ಆರೋಪಿಸಿದರು. ಸರ್ಕಾರ ಉತ್ತರ ನೀಡಬೇಕು ಎಂದರು. xyxy=(500,510,675,526)
wife-story-intro xyxy=(206,398,488,450)
paragraph: ಬೆಂಗಳೂರು ಗ್ರಾಮಾಂತರ ಜಿಲ್ಲೆಯ ದೊಡ್ಡಬಳ್ಳಾಪುರ ತಾಲೂಕಿನ ಗ್ರಾಮದಲ್ಲಿ ಈ ಘಟನೆ ನಡೆದಿದ್ದು, ಮೃತ ಯುವಕನ ಕುಟುಂಬಸ್ಥರು ದೂರು ನೀಡಿದ್ದಾರೆ. xyxy=(13,234,193,250)
sidebar-headline-1: ಸಿಗರೇಟ್ ಸೇದಲು ಮ್ಯಾಚ್ ಬಾಕ್ ಕೊಡದಕ್ಕೆ ಜೀವವೇ ಹೋಯ್ತು! xyxy=(36,71,191,97)
paragraph: ಅಬಕಾರಿ ಸಚಿವರ ರಾಜೀನಾಮೆಗೆ ಒತ್ತಾಯಿಸಿ ಫ್ರೀಡಂ ಪಾರ್ಕ್‌ನಲ್ಲಿ ಪ್ರತಿಭಟನೆ ನಡೆಸಲಾಯಿತು. ನೂರಾರು ಕಾರ್ಯಕರ್ತರು ಭಾಗವಹಿಸಿದ್ದರು. xyxy=(763,127,940,144)
paragraph: ಸರ್ಕಾರದ ವಿರುದ್ಧ ಘೋಷಣೆ ಕೂಗಿದ ಬಿಜೆಪಿ ಸದಸ್ಯರು ಸದನದ ಬಾವಿಗಿಳಿದು ಪ್ರತಿಭಟನೆ ನಡೆಸಿದರು. xyxy=(500,563,675,580)
paragraph: ಮುಂದಿನ ದಿನಗಳಲ್ಲಿ ರಾಜ್ಯಾದ್ಯಂತ ಹೋರಾಟವನ್ನು ತೀವ್ರಗೊಳಿಸಲಾಗುವುದು ಎಂದು ಅವರು ಎಚ್ಚರಿಸಿದರು. ಕಾಂಗ್ರೆಸ್ ಸರ್ಕಾರ ಜನರ ವಿಶ್ವಾಸ ಕಳೆದುಕೊಂಡಿದೆ. xyxy=(395,262,570,278)
paragraph: ಬೆಳಿಗ್ಗೆ 10 ಗಂಟೆಯಿಂದ 4ಗಂಟೆವರೆಗೂ ಫ್ರೀಡಂಪಾರ್ಕ್‌ನಲ್ಲಿ ಪ್ರತಿಭಟನೆ ನಡೆಸಲಿದ್ದಾರೆ. ಪ್ರಮುಖವಾಗಿ ಎರಡು ಬೇಡಿಕೆಗಳ ಈಡೇರಿಕೆಗೆ ಆಗ್ರಹಿಸಿ ಚಲೋ ನಡೆಸಲಾಗುತ್ತಿದೆ. xyxy=(760,1138,940,1154)
paragraph: ರಾಜ್ಯಪಾಲರ ಭಾಷಣದ ಮೇಲಿನ ಚರ್ಚೆಯ ವೇಳೆ ಈ ವಿಷಯ ಪ್ರಸ್ತಾಪವಾಯಿತು. ಪ್ರತಿಪಕ್ಷದ ಸದಸ್ಯರು ಸಭಾತ್ಯಾಗ ನಡೆಸಿದರು. xyxy=(688,567,932,575)
paragraph: ಸದನದಲ್ಲಿ ಈ ವಿಷಯ ಪ್ರಸ್ತಾಪಿಸಿದ ಅವರು, 6300 ಕೋಟಿ ರೂ. ಅಕ್ರಮ ನಡೆದಿದೆ ಎಂದು ಆರೋಪಿಸಿದರು. ಸರ್ಕಾರ ಉತ್ತರ ನೀಡಬೇಕು ಎಂದರು. xyxy=(680,540,940,556)
bus-headline: ಬಸ್ xyxy=(839,1312,861,1328)
issue-date xyxy=(76,35,146,54)
paragraph: ಮುಂದಿನ ದಿನಗಳಲ್ಲಿ ರಾಜ್ಯಾದ್ಯಂತ ಹೋರಾಟವನ್ನು ತೀವ್ರಗೊಳಿಸಲಾಗುವುದು ಎಂದು ಅವರು ಎಚ್ಚರಿಸಿದರು. ಕಾಂಗ್ರೆಸ್ ಸರ್ಕಾರ ಜನರ ವಿಶ್ವಾಸ ಕಳೆದುಕೊಂಡಿದೆ. xyxy=(578,145,755,162)
paragraph: ಪೋಸ್ಟರ್ ಅಂಟಿಸಿದವರು ಯಾರು ಎಂಬುದು ಇನ್ನೂ ಪತ್ತೆಯಾಗಿಲ್ಲ. ಈ ಕುರಿತು ಪೊಲೀಸರು ಪರಿಶೀಲನೆ ನಡೆಸುತ್ತಿದ್ದಾರೆ. xyxy=(577,819,770,836)
dateline: ಚಿತ್ರದುರ್ಗ: xyxy=(214,398,238,405)
dateline: ಬೆಂಗಳೂರು: xyxy=(214,110,241,117)
protest-photo xyxy=(395,108,570,258)
paragraph: ವರ್ಷಗಳ ಕಠಿಣ ಪರಿಶ್ರಮದ ನಂತರ, ಅವರು ಮಹಾರಾಷ್ಟ್ರ ರಾಜಕೀಯದಲ್ಲಿ ಬಲವಾದ ನೆಲೆಯನ್ನು ಸ್ಥಾಪಿಸಿದರು. 1995 ರಲ್ಲಿ, ಅವರು ಮೊದಲು ಪುಣೆ ಜಿಲ್ಲೆಯ ಬಾರಾಮತಿ ವಿಧಾನಸಭಾ ಕ್ಷೇತ್ರದಿಂದ ಶಾಸಕರಾಗಿ ಆಯ್ಕೆಯಾದರು. 1995, 1999, 2004, 2009, 2014 ಮತ್ತು 2019 ರಲ್ಲಿ ಅವರು ಶಾಸಕ ಚುನಾವಣೆಯಲ್ಲಿ ಗೆದ್ದರು. xyxy=(385,975,565,1009)
paragraph: ಲಿಯರ್ ಜೆಟ್ 45 ಒಂದು ಅಧುನಿಕ ಬಿಸಿನೆಸ್ ಜೆಟ್ ವಿಮಾನ. ಅದನ್ನು ಕೆನಡಾದ ಬೊಂಬಾರ್ಡಿಯರ್ ಸಂಸ್ಥೆ ತಯಾರಿಸಿದೆ. xyxy=(6,1051,188,1067)
paragraph: ಈ ವಿಮಾನವು ಸುಮಾರು 8 ರಿಂದ 9 ಪ್ರಯಾಣಿಕರನ್ನು ಹೊತ್ತೊಯ್ಯುವ ಸಾಮರ್ಥ್ಯ ಹೊಂದಿದೆ. ದೀರ್ಘ ದೂರದ ಪ್ರಯಾಣಕ್ಕೆ ಬಳಸಲಾಗುತ್ತದೆ. xyxy=(196,1166,378,1182)
paragraph: ವಯಸ್ಸಾದಲ್ಲಿ ಕಂಡುಬರುವ ಮರೆವಿನ ಕಾಯಿಲೆಯೇ ಅಲ್ಜೈಮರ್. ಕೋನೆಗಾಲದಲ್ಲಿ ಕಾಡುವ ದೀರ್ಘಕಾಲೀನ ಸಮಸ್ಯೆ ಇದು. ಸ್ಮರಣಶಕ್ತಿ, ಬುದ್ಧಿಶಕ್ತಿ, ಕಲಿಕೆ, ಕ್ರಿಯಾಶೀಲತೆ, ಭಾಷಾ ಸಾಮರ್ಥ್ಯ ಕ್ಷೀಣಿಸಿದ ನಿರ್ಧಾರ ಮತ್ತು ನಡವಳಿಕೆಯಲ್ಲಿ ಬದಲಾವಣೆ ಆಗುತ್ತದೆ. xyxy=(570,1040,753,1064)
paragraph: ಸರ್ಕಾರದ ಎದುರು ಸಾರಿಗೆ ನೌಕರರು ಎರಡು ಬೇಡಿಕೆ ಇಟ್ಟಿದ್ದಾರೆ. ಈ ಪೈಕಿ 2020ರ ಜನವರಿ 1ರಿಂದ 2023ರ ಫೆಬ್ರವರಿ 28ರವರೆಗಿನ 38 ತಿಂಗಳ ವೇತನ ಪರಿಷ್ಕರಣೆಯ ಹಿಂಬಾಕಿ ನೀಡಬೇಕು. 2024ರಿಂದ ನಾಲ್ಕು ವರ್ಷಗಳ ವೇತನ ಒಪ್ಪಂದಕ್ಕೆ ಆಗ್ರಹಿಸಲಾಗುತ್ತಿದೆ. xyxy=(760,1085,940,1110)
paragraph: ಪತ್ನಿಯ ಶೀಲದ ಬಗ್ಗೆ ಅನುಮಾನಗೊಂಡ ಪತಿಯೊಬ್ಬ ಪತ್ನಿಯನ್ನು ಕೊಲೆ ಮಾಡಿದ ಘಟನೆ ನಡೆದಿದೆ. ಆರೋಪಿ ಪೊಲೀಸರಿಗೆ ಶರಣಾಗಿದ್ದಾನೆ. xyxy=(214,610,482,618)
logo-part2: ಮುಗಿಲು xyxy=(88,9,137,29)
paragraph: ಮುಂದಿನ ದಿನಗಳಲ್ಲಿ ರಾಜ್ಯಾದ್ಯಂತ ಹೋರಾಟವನ್ನು ತೀವ್ರಗೊಳಿಸಲಾಗುವುದು ಎಂದು ಅವರು ಎಚ್ಚರಿಸಿದರು. ಕಾಂಗ್ರೆಸ್ ಸರ್ಕಾರ ಜನರ ವಿಶ್ವಾಸ ಕಳೆದುಕೊಂಡಿದೆ. xyxy=(763,145,940,162)
paragraph: ಲಿಯರ್ ಜೆಟ್ 45 ಒಂದು ಅಧುನಿಕ ಬಿಸಿನೆಸ್ ಜೆಟ್ ವಿಮಾನ. ಅದನ್ನು ಕೆನಡಾದ ಬೊಂಬಾರ್ಡಿಯರ್ ಸಂಸ್ಥೆ ತಯಾರಿಸಿದೆ. xyxy=(196,1024,378,1040)
suspects-photo xyxy=(13,110,193,202)
sidebar-story2-body xyxy=(13,552,193,732)
paragraph: ವರ್ಷಗಳ ಕಠಿಣ ಪರಿಶ್ರಮದ ನಂತರ, ಅವರು ಮಹಾರಾಷ್ಟ್ರ ರಾಜಕೀಯದಲ್ಲಿ ಬಲವಾದ ನೆಲೆಯನ್ನು ಸ್ಥಾಪಿಸಿದರು. 1995 ರಲ್ಲಿ, ಅವರು ಮೊದಲು ಪುಣೆ ಜಿಲ್ಲೆಯ ಬಾರಾಮತಿ ವಿಧಾನಸಭಾ ಕ್ಷೇತ್ರದಿಂದ ಶಾಸಕರಾಗಿ ಆಯ್ಕೆಯಾದರು. 1995, 1999, 2004, 2009, 2014 ಮತ್ತು 2019 ರಲ್ಲಿ ಅವರು ಶಾಸಕ ಚುನಾವಣೆಯಲ್ಲಿ ಗೆದ್ದರು. xyxy=(385,1220,565,1253)
paragraph: ಲೋಕಾಯುಕ್ತ ತನಿಖೆಯಿಂದ ಸತ್ಯ ಹೊರಬರುವುದಿಲ್ಲ. ಸ್ವತಂತ್ರ ಸಂಸ್ಥೆಯಿಂದಲೇ ತನಿಖೆ ನಡೆಯಬೇಕು ಎಂದು ಅವರು ಹೇಳಿದರು. xyxy=(206,181,390,197)
paragraph: ಪಕ್ಷದ ಆಂತರಿಕ ಭಿನ್ನಮತದ ಹಿನ್ನೆಲೆಯಲ್ಲಿ ಈ ಘಟನೆ ನಡೆದಿದೆ ಎನ್ನಲಾಗಿದೆ. ಸುರೇಶ್ ಕುಮಾರ್ ಪ್ರತಿಕ್ರಿಯೆ ನೀಡಿ ಇದು ಕಿಡಿಗೇಡಿಗಳ ಕೃತ್ಯ ಎಂದರು. xyxy=(775,801,940,817)
dateline: ಬೆಂಗಳೂರು: xyxy=(14,802,41,809)
paragraph: ಮಂಗಳವಾರ ರಾತ್ರಿ ದಂಪತಿಗಳ ನಡುವೆ ಜಗಳ ನಡೆದಿದ್ದು, ಕೋಪದಲ್ಲಿ ಪತಿ ಹಲ್ಲೆ ನಡೆಸಿದ್ದಾನೆ. ಸ್ಥಳಕ್ಕೆ ಪೊಲೀಸರು ಭೇಟಿ ನೀಡಿ ಪರಿಶೀಲನೆ ನಡೆಸಿದರು. xyxy=(206,656,488,673)
list-item: ■ ದೋರ್ಜಿ ಖಂಡು (2011) ಅರುಣಾಚಲ ಪ್ರದೇಶದ ಮುಖ್ಯಮಂತ್ರಿ ಏಪ್ರಿಲ್ 30, 2011 ರಂದು ತವಾಂಗ್‌ನಿಂದ ಹೊರಟಿದ್ದ ಹೆಲಿಕಾಪ್ಟರ್ ಪತನಗೊಂಡಿತು. xyxy=(6,1114,188,1130)
paragraph: ಅವರು ಒಂದೇ ವರ್ಷದಲ್ಲಿ ಎರಡು ಬಾರಿ ಉಪಮುಖ್ಯಮಂತ್ರಿಯಾದಾಗ 2019 ರಿಂದ ಅಜಿತ್ ಪವಾರ್ ಅವರ ರಾಜಕೀಯ ಜೀವನವು ಸಾಕಷ್ಟು ಆಸಕ್ತಿದಾಯಕವಾಗಿದೆ. xyxy=(385,1184,565,1200)
paragraph: ವಿಮಾನ ದುರಂತಕ್ಕೆ ಕಾರಣವೇನು ಎಂಬ ಬಗ್ಗೆ ತನಿಖೆ ನಡೆಯುತ್ತಿದೆ. ವಾಯುಯಾನ ಸಚಿವಾಲಯ ತನಿಖಾ ತಂಡ ರಚಿಸಿದೆ. xyxy=(196,1148,378,1165)
paragraph: ಅಜಿತ್ ಪವಾರ್ ತಮ್ಮ ರಾಜಕೀಯ ಜೀವನದಲ್ಲಿ ಹಲವು ಏರಿಳಿತಗಳನ್ನು ಕಂಡವರು. ಮಹಾರಾಷ್ಟ್ರ ರಾಜಕೀಯದಲ್ಲಿ ಪ್ರಭಾವಿ ನಾಯಕರಾಗಿದ್ದರು. xyxy=(385,958,565,974)
atrocity-body xyxy=(760,935,940,1045)
paragraph: ಅಬಕಾರಿ ಇಲಾಖೆಯಲ್ಲಿನ ಅಕ್ರಮದ ತನಿಖೆಯನ್ನು ಹಾಲಿ ನ್ಯಾಯಾಧೀಶರ ನೇತೃತ್ವದಲ್ಲಿ ನಡೆಸಬೇಕು ಎಂದು ವಿಧಾನಸಭೆಯಲ್ಲಿ ಪ್ರತಿಪಕ್ಷ ನಾಯಕ ಆರ್. ಅಶೋಕ್ ಒತ್ತಾಯಿಸಿದರು. xyxy=(500,395,675,419)
paragraph: ಬಿಜೆಪಿ ಶಾಸಕ ಸುರೇಶ್ ಕುಮಾರ್ ಅವರ ಮನೆಯ ಮುಂದೆ ಪೋಸ್ಟರ್ ಅಂಟಿಸಿರುವುದು ರಾಜಕೀಯ ವಲಯದಲ್ಲಿ ಚರ್ಚೆಗೆ ಗ್ರಾಸವಾಗಿದೆ. xyxy=(577,802,770,818)
box-title: ನಡೆದಿದ್ದೇನು? xyxy=(378,455,406,462)
crime-scene-photo xyxy=(206,452,366,570)
paragraph: ದಿನನಿತ್ಯದ ಕೆಲಸದಲ್ಲಿ ಆಸಕ್ತಿಯನ್ನು ಕಳೆದುಕೊಳ್ಳುವುದು, ಪದೇಪದೇ ಬದಲಾಗುವ ಮಾನಸಿಕ ಸ್ಥಿತಿ, ನಿದ್ರೆ ಮತ್ತು ಹಸಿವೆಯಲ್ಲಿ ಬದಲಾವಣೆಗಳು ಆಗುತ್ತವೆ. xyxy=(570,1084,753,1100)
paragraph: ಮುಂದಿನ ದಿನಗಳಲ್ಲಿ ರಾಜ್ಯಾದ್ಯಂತ ಹೋರಾಟವನ್ನು ತೀವ್ರಗೊಳಿಸಲಾಗುವುದು ಎಂದು ಅವರು ಎಚ್ಚರಿಸಿದರು. ಕಾಂಗ್ರೆಸ್ ಸರ್ಕಾರ ಜನರ ವಿಶ್ವಾಸ ಕಳೆದುಕೊಂಡಿದೆ. xyxy=(206,163,390,179)
paragraph: ಬೀಡಿ ಸಿಗರೇಟ್ ಸೇದಲು ಬೆಂಕಿ ಪೊಟ್ಟಣ ಕೊಡದ ಕಾರಣಕ್ಕೆ ಯುವಕನೊಬ್ಬನನ್ನು ಹತ್ಯೆ ಮಾಡಿರುವ ಘಟನೆ ನಡೆದಿದೆ. ಆರೋಪಿಗಳನ್ನು ಪೊಲೀಸರು ಬಂಧಿಸಿದ್ದಾರೆ. xyxy=(13,269,193,286)
paragraph: ಸರ್ಕಾರದ ವಿರುದ್ಧ ಘೋಷಣೆ ಕೂಗಿದ ಬಿಜೆಪಿ ಸದಸ್ಯರು ಸದನದ ಬಾವಿಗಿಳಿದು ಪ್ರತಿಭಟನೆ ನಡೆಸಿದರು. xyxy=(500,474,675,491)
paragraph: ಸಚಿವರಾಗಿ ದೀರ್ಘ ಅನುಭವ ಹೊಂದಿದ್ದಾರೆ. ಅವರು ಮಹಾರಾಷ್ಟ್ರ ಸರ್ಕಾರದಲ್ಲಿ ಹಲವಾರು ಪ್ರಮುಖ ಸಚಿವ ಸ್ಥಾನಗಳನ್ನು ಅಲಂಕರಿಸಿದ್ದಾರೆ. ಕೃಷಿ, ಇಂಧನ ಮತ್ತು ಯೋಜನಾ ರಾಜ್ಯ ಸಚಿವರಾಗಿ ಸೇವೆ ಸಲ್ಲಿಸಿದರು. xyxy=(570,947,753,972)
paragraph: ಮಂಗಳವಾರ ರಾತ್ರಿ ದಂಪತಿಗಳ ನಡುವೆ ಜಗಳ ನಡೆದಿದ್ದು, ಕೋಪದಲ್ಲಿ ಪತಿ ಹಲ್ಲೆ ನಡೆಸಿದ್ದಾನೆ. ಸ್ಥಳಕ್ಕೆ ಪೊಲೀಸರು ಭೇಟಿ ನೀಡಿ ಪರಿಶೀಲನೆ ನಡೆಸಿದರು. xyxy=(206,415,488,432)
newspaper-logo xyxy=(46,9,136,29)
paragraph: ಪೋಸ್ಟರ್ ಅಂಟಿಸಿದವರು ಯಾರು ಎಂಬುದು ಇನ್ನೂ ಪತ್ತೆಯಾಗಿಲ್ಲ. ಈ ಕುರಿತು ಪೊಲೀಸರು ಪರಿಶೀಲನೆ ನಡೆಸುತ್ತಿದ್ದಾರೆ. xyxy=(376,802,569,818)
list-item: ■ ಸಂಜಯ್ ಗಾಂಧಿ (1980) ದೆಹಲಿಯಲ್ಲಿ ಲಘು ವಿಮಾನ ಅಪಘಾತದಲ್ಲಿ ಸಾವನ್ನಪ್ಪಿದರು. xyxy=(196,1130,378,1147)
paragraph: ಇದರ ಮಧ್ಯದಲ್ಲಿ ಪಕ್ಷದ ಕಾರ್ಯಕರ್ತರು ಪ್ರತಿಭಟನೆ ನಡೆಸಿದರು. ರಾಜ್ಯ ಸರ್ಕಾರ ಭ್ರಷ್ಟಾಚಾರದಲ್ಲಿ ಮುಳುಗಿದೆ ಎಂದು ಅವರು ಆರೋಪಿಸಿದರು. xyxy=(395,297,570,314)
paragraph: ಬಸ್ ಎಂಜಿನ್ ಬಳಿ ಹೊಗೆ ಕಾಣಿಸಿಕೊಂಡು, ಒಮ್ಮೆಲೆ ಬೆಂಕಿ ಹೊತ್ತಿ ಉರಿದಿದೆ. ಬೆಂಕಿ ಕಾಣಿಸಿಕೊಂಡಾಗ ಬಸ್ ಅನ್ನು ಡ್ರೈವರ್ ಸುರಕ್ಷಿತವಾಗಿ ನಿಲ್ಲಿಸಿದ್ದಾರೆ. ಪ್ರಯಾಣಿಕರು ತಕ್ಷಣ ಕೆಳಗಿಳಿದು ಪ್ರಾಣ ಉಳಿಸಿಕೊಂಡರು. xyxy=(760,1376,940,1400)
paragraph: ಪ್ರಕರಣ ದಾಖಲಿಸಿಕೊಂಡ ಪೊಲೀಸರು ತನಿಖೆ ಮುಂದುವರೆಸಿದ್ದಾರೆ. ಮೃತದೇಹವನ್ನು ಮರಣೋತ್ತರ ಪರೀಕ್ಷೆಗೆ ಕಳುಹಿಸಲಾಗಿದೆ. xyxy=(214,433,458,441)
trump-pre xyxy=(570,912,753,1020)
paragraph: ಪತ್ನಿಯ ಶೀಲದ ಬಗ್ಗೆ ಅನುಮಾನಗೊಂಡ ಪತಿಯೊಬ್ಬ ಪತ್ನಿಯನ್ನು ಕೊಲೆ ಮಾಡಿದ ಘಟನೆ ನಡೆದಿದೆ. ಆರೋಪಿ ಪೊಲೀಸರಿಗೆ ಶರಣಾಗಿದ್ದಾನೆ. xyxy=(214,647,482,655)
paragraph: ಸಲ್ಲಿಸಿದ್ದಾರೆ. xyxy=(570,912,594,919)
paragraph: ಬಿಜೆಪಿ ಶಾಸಕ ಸುರೇಶ್ ಕುಮಾರ್ ಅವರ ಮನೆಯ ಮುಂದೆ ಪೋಸ್ಟರ್ ಅಂಟಿಸಿರುವುದು ರಾಜಕೀಯ ವಲಯದಲ್ಲಿ ಚರ್ಚೆಗೆ ಗ್ರಾಸವಾಗಿದೆ. xyxy=(775,765,940,782)
paragraph: ಆರೇಕಾಣವಲ್ಲಿ ಈ ಹಿಂದೆ ಮಾಡಿದ್ದನ್ನು, ಮಾತಾಡಿದ್ದನ್ನು, ಹೇಳಿದ್ದನ್ನು ಮರೆತು ಬಿಡುತ್ತಾರೆ. ವಸ್ತುವನ್ನು ಎಲ್ಲಿಯೋ ಇಟ್ಟು ಹುಡುಕಾಡುವುದು. ಹತ್ತಿರದವರ ಹೆಸರನ್ನು ಸಹ ಮರೆಯುವುದು. xyxy=(570,1066,753,1082)
paragraph: ಇದರ ಮಧ್ಯದಲ್ಲಿ ಪಕ್ಷದ ಕಾರ್ಯಕರ್ತರು ಪ್ರತಿಭಟನೆ ನಡೆಸಿದರು. ರಾಜ್ಯ ಸರ್ಕಾರ ಭ್ರಷ್ಟಾಚಾರದಲ್ಲಿ ಮುಳುಗಿದೆ ಎಂದು ಅವರು ಆರೋಪಿಸಿದರು. xyxy=(763,110,940,126)
paragraph: ವರ್ಷಗಳ ಕಠಿಣ ಪರಿಶ್ರಮದ ನಂತರ, ಅವರು ಮಹಾರಾಷ್ಟ್ರ ರಾಜಕೀಯದಲ್ಲಿ ಬಲವಾದ ನೆಲೆಯನ್ನು ಸ್ಥಾಪಿಸಿದರು. 1995 ರಲ್ಲಿ, ಅವರು ಮೊದಲು ಪುಣೆ ಜಿಲ್ಲೆಯ ಬಾರಾಮತಿ ವಿಧಾನಸಭಾ ಕ್ಷೇತ್ರದಿಂದ ಶಾಸಕರಾಗಿ ಆಯ್ಕೆಯಾದರು. 1995, 1999, 2004, 2009, 2014 ಮತ್ತು 2019 ರಲ್ಲಿ ಅವರು ಶಾಸಕ ಚುನಾವಣೆಯಲ್ಲಿ ಗೆದ್ದರು. xyxy=(385,1089,565,1122)
paragraph: ಆಕೆಯು ಹೇಳಿಕೆಯನ್ನು ದಾಖಲಿಸಲಾಗಿದೆ. ಪ್ರಕರಣದಲ್ಲಿ ಕಾನೂನು ಕ್ರಮ ಕೈಗೊಳ್ಳಲಾಗುತ್ತಿದ್ದು, ಮೂವರೂ ಆರೋಪಿಗಳ ಹುಡುಕಾಟ ನಡೆಯುತ್ತಿದೆ. xyxy=(760,935,940,951)
list-item: ■ ವಿಜಯ್ ರೂಪಾನಿ (2025) ಗುಜರಾತ್ ಮಾಜಿ ಮುಖ್ಯಮಂತ್ರಿ ಅಹಮದಾಬಾದ್ ವಿಮಾನ ದುರಂತದಲ್ಲಿ ನಿಧನರಾದರು. xyxy=(196,970,378,987)
dateline: ತುಮಕೂರು: xyxy=(21,552,48,559)
lead-body-col1 xyxy=(206,110,390,342)
paragraph: ಈ ವಿಮಾನವು ಸುಮಾರು 8 ರಿಂದ 9 ಪ್ರಯಾಣಿಕರನ್ನು ಹೊತ್ತೊಯ್ಯುವ ಸಾಮರ್ಥ್ಯ ಹೊಂದಿದೆ. ದೀರ್ಘ ದೂರದ ಪ್ರಯಾಣಕ್ಕೆ ಬಳಸಲಾಗುತ್ತದೆ. xyxy=(6,1069,188,1085)
dateline: ಬೆಂಗಳೂರು: xyxy=(508,395,535,402)
paragraph: ಯಾರು ಪೋಸ್ಟರ್ ಅಂಟಿಸಿದ್ದಾರೆ ಎಂಬುದನ್ನು ಪತ್ತೆ ಹಚ್ಚಲಾಗುತ್ತದೆ. ಠಾಣೆಯಲ್ಲಿ ದೂರು ನೀಡಲಾಗಿದೆ. ಈ ದೂರು ಕುರಿತು ಸಹ ಪರಿಶೀಲಿಸಲಾಗುತ್ತದೆ. xyxy=(775,819,940,835)
paragraph: ವಿಮಾನ ದುರಂತಕ್ಕೆ ಕಾರಣವೇನು ಎಂಬ ಬಗ್ಗೆ ತನಿಖೆ ನಡೆಯುತ್ತಿದೆ. ವಾಯುಯಾನ ಸಚಿವಾಲಯ ತನಿಖಾ ತಂಡ ರಚಿಸಿದೆ. xyxy=(6,1033,188,1049)
day-label: ಬುಧವಾರ xyxy=(98,35,124,44)
paragraph: ಲೋಕಾಯುಕ್ತ ತನಿಖೆಯಿಂದ ಸತ್ಯ ಹೊರಬರುವುದಿಲ್ಲ. ಸ್ವತಂತ್ರ ಸಂಸ್ಥೆಯಿಂದಲೇ ತನಿಖೆ ನಡೆಯಬೇಕು ಎಂದು ಅವರು ಹೇಳಿದರು. xyxy=(763,163,940,179)
chalo-body xyxy=(760,1068,940,1308)
paragraph: ಅಬಕಾರಿ ಇಲಾಖೆಯಲ್ಲಿನ ಅಕ್ರಮದ ತನಿಖೆಯನ್ನು ಹಾಲಿ ನ್ಯಾಯಾಧೀಶರ ನೇತೃತ್ವದಲ್ಲಿ ನಡೆಸಬೇಕು ಎಂದು ವಿಧಾನಸಭೆಯಲ್ಲಿ ಪ್ರತಿಪಕ್ಷ ನಾಯಕ ಆರ್. ಅಶೋಕ್ ಒತ್ತಾಯಿಸಿದರು. xyxy=(680,586,940,602)
list-item: ■ ಜಿ.ಎಂ.ಸಿ. ಬಾಲಯೋಗಿ (2002) ಲೋಕಸಭಾ ಸ್ಪೀಕರ್ ಹೆಲಿಕಾಪ್ಟರ್ ಅಪಘಾತದಲ್ಲಿ ನಿಧನರಾದರು. xyxy=(6,1149,188,1166)
paragraph: ಬೆಂಗಳೂರು ಗ್ರಾಮಾಂತರ ಜಿಲ್ಲೆಯ ದೊಡ್ಡಬಳ್ಳಾಪುರ ತಾಲೂಕಿನ ಗ್ರಾಮದಲ್ಲಿ ಈ ಘಟನೆ ನಡೆದಿದ್ದು, ಮೃತ ಯುವಕನ ಕುಟುಂಬಸ್ಥರು ದೂರು ನೀಡಿದ್ದಾರೆ. xyxy=(13,323,193,339)
paragraph: ಮನೆಯವರು ಹೊರಗೆ ಹೋಗಿದ್ದ ಸಮಯದಲ್ಲಿ ಕಳ್ಳರು ಬೀಗ ಮುರಿದು ಒಳನುಗ್ಗಿದ್ದರು. ಅನುಮಾನಗೊಂಡ ಗ್ರಾಮಸ್ಥರು ಮನೆಯನ್ನು ಸುತ್ತುವರೆದು ಕಳ್ಳರನ್ನು ಹಿಡಿದರು. xyxy=(13,603,126,636)
list-item: ■ ಮಾಧವರಾವ್ ಸಿಂಧಿಯಾ (2001) ಕಾಂಗ್ರೆಸ್ ನಾಯಕ ಉತ್ತರ ಪ್ರದೇಶದಲ್ಲಿ ವಿಮಾನ ಪತನದಲ್ಲಿ ಮೃತಪಟ್ಟರು. xyxy=(196,935,378,951)
bus-body xyxy=(760,1332,940,1488)
sidebar-story1-body xyxy=(13,208,193,488)
sidebar-headline-2: ಮನೆಗೆ ನುಗ್ಗಿ ಹಣ, ಚಿನ್ನ ದೋಚುತ್ತಿದ್ದಾಗಲೇ ಕಳ್ಳರನ್ನು ಹಿಡಿದ ಗ್ರಾಮಸ್ಥರು! xyxy=(24,494,180,541)
paragraph: ಪತ್ನಿಯ ಶೀಲದ ಬಗ್ಗೆ ಅನುಮಾನಗೊಂಡ ಪತಿಯೊಬ್ಬ ಪತ್ನಿಯನ್ನು ಕೊಲೆ ಮಾಡಿದ ಘಟನೆ ನಡೆದಿದೆ. ಆರೋಪಿ ಪೊಲೀಸರಿಗೆ ಶರಣಾಗಿದ್ದಾನೆ. xyxy=(214,574,482,581)
paragraph: ಇನ್ನೂ ಸಾರಿಗೆ ಸಂಘಟನೆಗಳ ಮತ್ತೊಂದು ಸಂಘಟನೆಯಾದ ಕೆಎಸ್‌ಆರ್‌ಟಿಸಿ ನೌಕರರ ಕೂಟವೂ ಸಹ ಪ್ರತಿಭಟನೆಗೆ ಮುಂದಾಗಿದ್ದು, ಶಿವರಾತ್ರಿ ನಂತರ ಫೆಬ್ರವರಿ 15 ರಿಂದ ಅನಿರ್ದಿಷ್ಟಾವಧಿ ಉಪವಾಸ ಸತ್ಯಾಗ್ರಹಕ್ಕೆ ಕರೆ ನೀಡಿದೆ. xyxy=(760,1112,940,1136)
list-item: ■ ಜಿ.ಎಂ.ಸಿ. ಬಾಲಯೋಗಿ (2002) ಲೋಕಸಭಾ ಸ್ಪೀಕರ್ ಹೆಲಿಕಾಪ್ಟರ್ ಅಪಘಾತದಲ್ಲಿ ನಿಧನರಾದರು. xyxy=(196,1095,378,1111)
paragraph: ಮಹಿಳೆಯರ ಸುರಕ್ಷತೆ ಬಗ್ಗೆ ಸರ್ಕಾರ ಗಂಭೀರ ಕ್ರಮ ಕೈಗೊಳ್ಳಬೇಕು ಎಂದು ಸಂಘಟನೆಗಳು ಒತ್ತಾಯಿಸಿವೆ. ಇಂತಹ ಅಪರಾಧಗಳು ನಿರಂತರವಾಗಿ ನಡೆಯುತ್ತಿವೆ ಎಂಬುದು ಗಮನಿಸಬೇಕಾದ ಸಂಗತಿ. xyxy=(760,952,940,977)
judge-story-col1 xyxy=(500,395,675,740)
paragraph: ಸದನದಲ್ಲಿ ಈ ವಿಷಯ ಪ್ರಸ್ತಾಪಿಸಿದ ಅವರು, 6300 ಕೋಟಿ ರೂ. ಅಕ್ರಮ ನಡೆದಿದೆ ಎಂದು ಆರೋಪಿಸಿದರು. ಸರ್ಕಾರ ಉತ್ತರ ನೀಡಬೇಕು ಎಂದರು. xyxy=(500,421,675,437)
